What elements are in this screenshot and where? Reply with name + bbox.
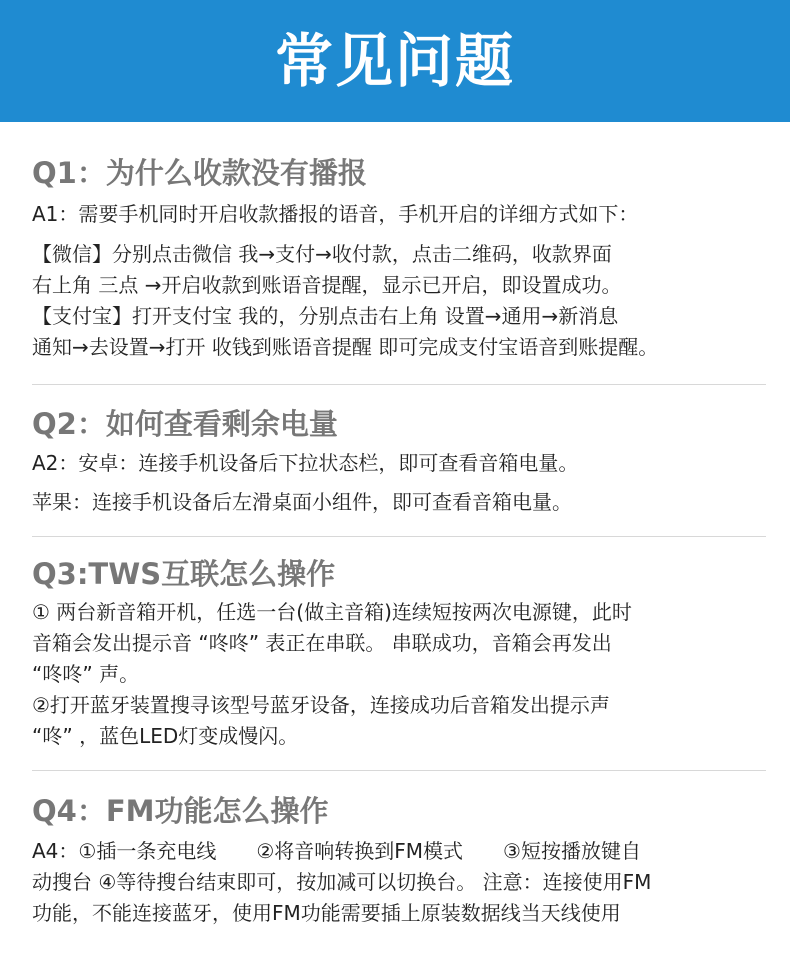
faq-answer-line: A2：安卓：连接手机设备后下拉状态栏，即可查看音箱电量。	[32, 450, 579, 475]
faq-answer-line: 【支付宝】打开支付宝 我的，分别点击右上角 设置→通用→新消息	[32, 303, 619, 328]
faq-list	[0, 122, 790, 929]
faq-answer-line: “咚” ，蓝色LED灯变成慢闪。	[32, 724, 299, 749]
page-title: 常见问题	[274, 27, 515, 95]
faq-answer-line: ②打开蓝牙装置搜寻该型号蓝牙设备，连接成功后音箱发出提示声	[32, 693, 610, 718]
faq-item-2	[32, 385, 766, 537]
faq-answer-line: 【微信】分别点击微信 我→支付→收付款，点击二维码，收款界面	[32, 241, 612, 266]
faq-question-3: Q3:TWS互联怎么操作	[32, 556, 336, 591]
faq-question-4: Q4：FM功能怎么操作	[32, 794, 329, 829]
faq-answer-line: 苹果：连接手机设备后左滑桌面小组件，即可查看音箱电量。	[32, 489, 572, 514]
faq-question-2: Q2：如何查看剩余电量	[32, 406, 338, 441]
faq-answer-line: A4：①插一条充电线 ②将音响转换到FM模式 ③短按播放键自	[32, 839, 641, 864]
faq-answer-line: ① 两台新音箱开机，任选一台(做主音箱)连续短按两次电源键，此时	[32, 600, 632, 625]
faq-question-1: Q1：为什么收款没有播报	[32, 156, 367, 190]
faq-answer-line: A1：需要手机同时开启收款播报的语音，手机开启的详细方式如下：	[32, 201, 639, 226]
faq-item-3	[32, 537, 766, 772]
faq-answer-line: 音箱会发出提示音 “咚咚” 表正在串联。 串联成功，音箱会再发出	[32, 631, 612, 656]
faq-answer-line: 右上角 三点 →开启收款到账语音提醒，显示已开启，即设置成功。	[32, 272, 622, 297]
faq-item-4	[32, 771, 766, 929]
page-header	[0, 0, 790, 122]
faq-answer-line: 动搜台 ④等待搜台结束即可，按加减可以切换台。 注意：连接使用FM	[32, 870, 652, 895]
faq-answer-line: “咚咚” 声。	[32, 662, 140, 687]
faq-answer-line: 功能，不能连接蓝牙，使用FM功能需要插上原装数据线当天线使用	[32, 901, 621, 926]
faq-item-1	[32, 122, 766, 385]
faq-answer-line: 通知→去设置→打开 收钱到账语音提醒 即可完成支付宝语音到账提醒。	[32, 334, 659, 359]
